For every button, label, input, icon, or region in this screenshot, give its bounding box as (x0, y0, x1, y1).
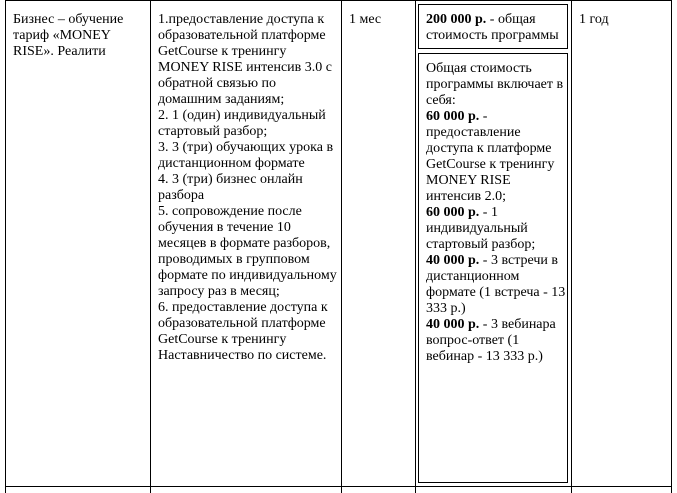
table-border-right (671, 0, 672, 493)
table-border-left (5, 0, 6, 493)
breakdown-amount: 40 000 р. (426, 253, 480, 268)
total-price-text: - общая стоимость программы (426, 12, 559, 43)
content-item: 1.предоставление доступа к образовательной платформе GetCourse к тренингу MONEY RISE интенсив 3.0 с обратной связью по домашним заданиям; (158, 12, 332, 107)
product-cell (13, 12, 143, 60)
breakdown-text: - 1 индивидуальный стартовый разбор; (426, 205, 536, 252)
row-divider (5, 486, 671, 487)
breakdown-amount: 60 000 р. (426, 205, 480, 220)
content-item: 3. 3 (три) обучающих урока в дистанционном формате (158, 140, 334, 171)
column-divider (415, 0, 416, 493)
duration-value: 1 мес (349, 12, 382, 27)
content-item: 2. 1 (один) индивидуальный стартовый разбор; (158, 108, 326, 139)
validity-value: 1 год (579, 12, 609, 27)
content-item: 6. предоставление доступа к образовательной платформе GetCourse к тренингу Наставничество по системе. (158, 300, 328, 363)
column-divider (571, 0, 572, 493)
breakdown-intro: Общая стоимость программы включает в себя: (426, 61, 564, 108)
breakdown-text: - 3 вебинара вопрос-ответ (1 вебинар - 13 333 р.) (426, 317, 556, 364)
breakdown-cell (426, 61, 568, 365)
breakdown-text: - предоставление доступа к платформе GetCourse к тренингу MONEY RISE интенсив 2.0; (426, 109, 555, 204)
breakdown-item (426, 109, 568, 205)
row-divider (5, 0, 671, 1)
content-item: 4. 3 (три) бизнес онлайн разбора (158, 172, 303, 203)
validity-cell (579, 12, 669, 28)
column-divider (341, 0, 342, 493)
duration-cell (349, 12, 409, 28)
breakdown-item (426, 317, 568, 365)
total-price-amount: 200 000 р. (426, 12, 487, 27)
total-price-cell (426, 12, 571, 44)
product-name: Бизнес – обучение тариф «MONEY RISE». Реалити (13, 12, 124, 59)
column-divider (150, 0, 151, 493)
breakdown-amount: 60 000 р. (426, 109, 480, 124)
breakdown-item (426, 205, 568, 253)
breakdown-item (426, 253, 568, 317)
breakdown-amount: 40 000 р. (426, 317, 480, 332)
breakdown-text: - 3 встречи в дистанционном формате (1 встреча - 13 333 р.) (426, 253, 566, 316)
content-item: 5. сопровождение после обучения в течение 10 месяцев в формате разборов, проводимых в групповом формате по индивидуальному запросу раз в месяц; (158, 204, 337, 299)
contents-cell (158, 12, 338, 364)
